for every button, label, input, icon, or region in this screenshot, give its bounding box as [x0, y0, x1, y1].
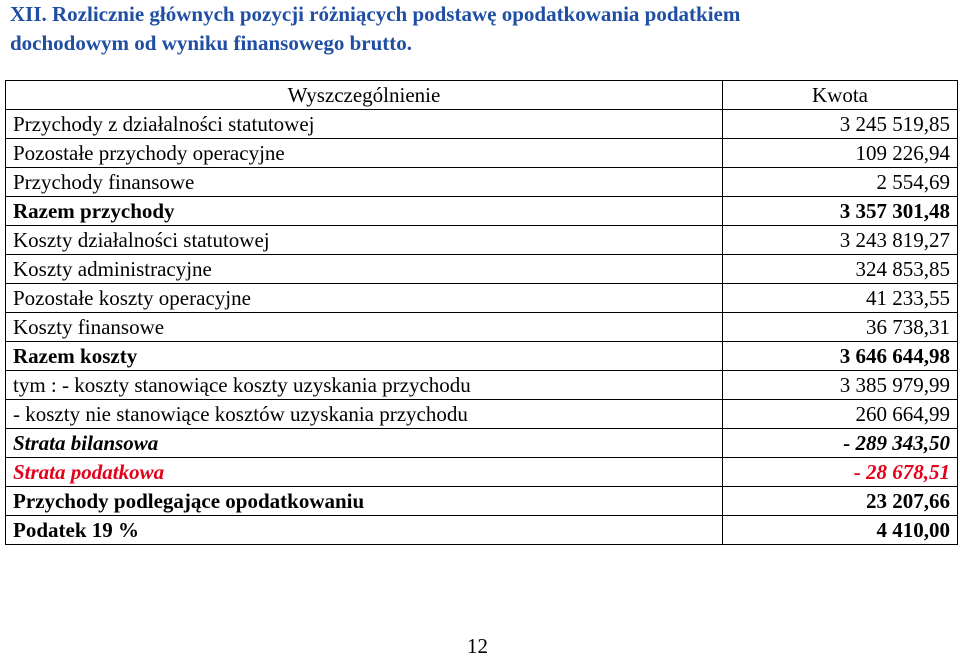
row-value: 3 245 519,85 — [723, 110, 958, 139]
row-label: Koszty finansowe — [6, 313, 723, 342]
row-value: 3 357 301,48 — [723, 197, 958, 226]
table-row — [6, 139, 958, 168]
table-row-taxable-income — [6, 487, 958, 516]
row-value: 3 243 819,27 — [723, 226, 958, 255]
row-label: - koszty nie stanowiące kosztów uzyskania przychodu — [6, 400, 723, 429]
table-header-row — [6, 81, 958, 110]
row-value: 3 646 644,98 — [723, 342, 958, 371]
table-row — [6, 226, 958, 255]
table-row — [6, 371, 958, 400]
row-label: Razem koszty — [6, 342, 723, 371]
row-value: 4 410,00 — [723, 516, 958, 545]
table-row — [6, 255, 958, 284]
row-label: Strata bilansowa — [6, 429, 723, 458]
page-number: 12 — [467, 634, 488, 658]
row-value: 41 233,55 — [723, 284, 958, 313]
section-heading — [10, 0, 910, 58]
row-value: 3 385 979,99 — [723, 371, 958, 400]
tax-reconciliation-table — [5, 80, 958, 545]
table-row-tax-loss — [6, 458, 958, 487]
table-row-balance-loss — [6, 429, 958, 458]
row-label: Przychody z działalności statutowej — [6, 110, 723, 139]
row-value: - 28 678,51 — [723, 458, 958, 487]
row-label: Koszty administracyjne — [6, 255, 723, 284]
row-value: 23 207,66 — [723, 487, 958, 516]
row-label: Razem przychody — [6, 197, 723, 226]
row-label: Przychody podlegające opodatkowaniu — [6, 487, 723, 516]
table-row — [6, 400, 958, 429]
row-label: Podatek 19 % — [6, 516, 723, 545]
table-row-total-income — [6, 197, 958, 226]
table-row — [6, 168, 958, 197]
row-label: Pozostałe koszty operacyjne — [6, 284, 723, 313]
table-row — [6, 284, 958, 313]
column-header-amount: Kwota — [723, 81, 958, 110]
section-heading-line-2: dochodowym od wyniku finansowego brutto. — [10, 31, 412, 55]
row-value: 36 738,31 — [723, 313, 958, 342]
row-value: 2 554,69 — [723, 168, 958, 197]
table-row-total-costs — [6, 342, 958, 371]
table-row-tax — [6, 516, 958, 545]
row-label: Pozostałe przychody operacyjne — [6, 139, 723, 168]
row-label: Przychody finansowe — [6, 168, 723, 197]
table-row — [6, 110, 958, 139]
row-value: - 289 343,50 — [723, 429, 958, 458]
row-label: tym : - koszty stanowiące koszty uzyskania przychodu — [6, 371, 723, 400]
row-label: Koszty działalności statutowej — [6, 226, 723, 255]
row-value: 109 226,94 — [723, 139, 958, 168]
column-header-description: Wyszczególnienie — [6, 81, 723, 110]
row-label: Strata podatkowa — [6, 458, 723, 487]
row-value: 324 853,85 — [723, 255, 958, 284]
section-heading-line-1: XII. Rozlicznie głównych pozycji różniących podstawę opodatkowania podatkiem — [10, 2, 741, 26]
table-row — [6, 313, 958, 342]
row-value: 260 664,99 — [723, 400, 958, 429]
